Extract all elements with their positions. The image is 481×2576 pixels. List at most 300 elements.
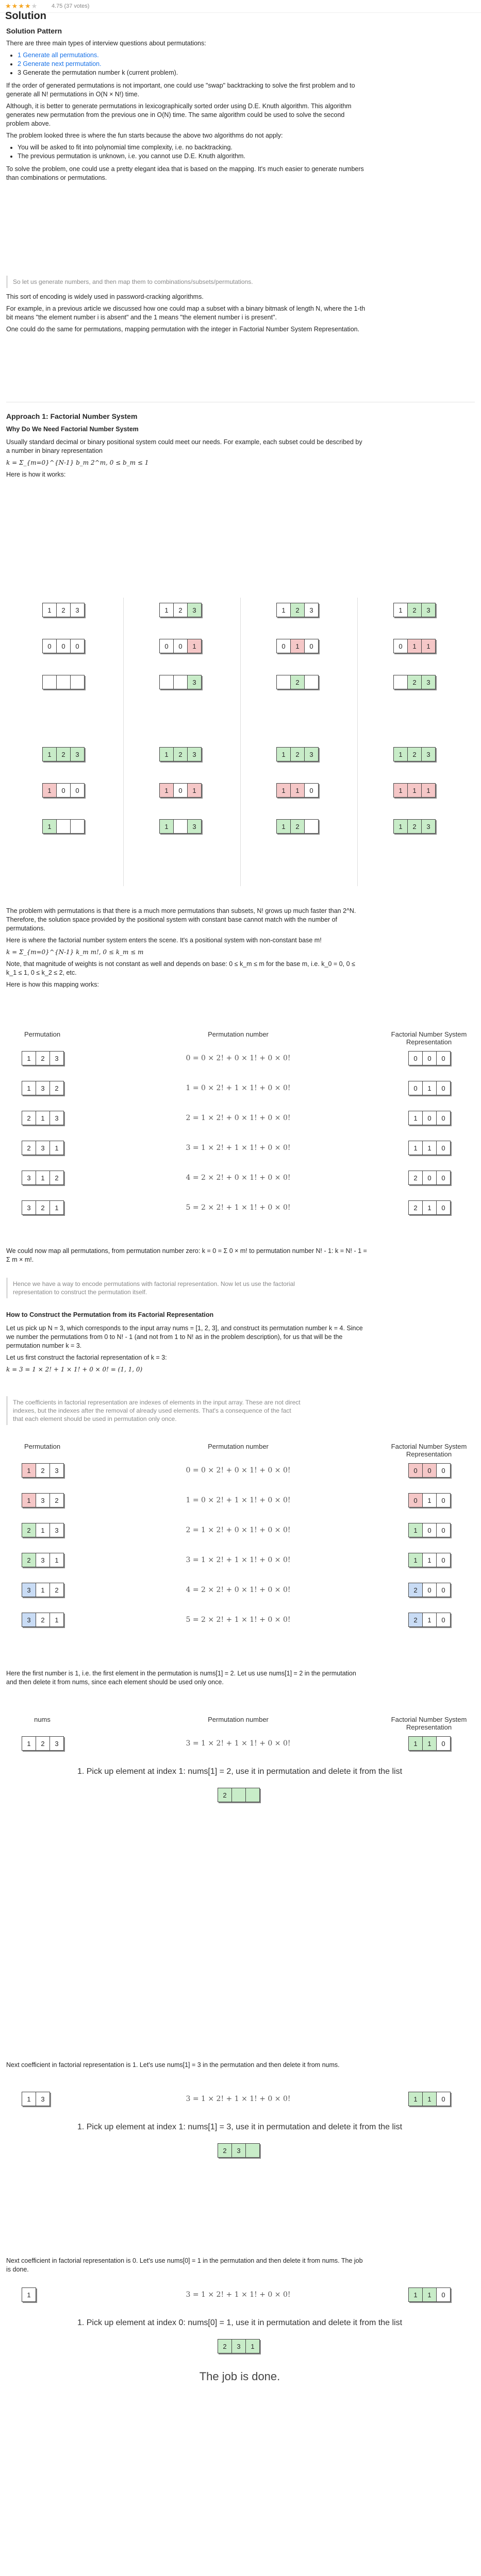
digit-box	[393, 819, 436, 834]
digit-cell: 0	[277, 639, 291, 653]
digit-box	[218, 1788, 260, 1802]
digit-cell: 1	[43, 820, 57, 833]
digit-cell: 2	[218, 1788, 232, 1802]
digit-cell: 3	[50, 1523, 63, 1537]
paragraph: We could now map all permutations, from permutation number zero: k = 0 = Σ 0 × m! to permutation number N! - 1: k = N! - 1 = Σ m × m!.	[6, 1247, 367, 1263]
digit-cell: 1	[22, 1081, 36, 1095]
digit-cell: 0	[409, 1464, 423, 1477]
digit-cell: 0	[423, 1111, 437, 1125]
digit-cell: 2	[409, 1583, 423, 1597]
digit-cell: 1	[423, 1141, 437, 1155]
subheading: How to Construct the Permutation from its Factorial Representation	[6, 1311, 214, 1318]
digit-cell: 3	[188, 603, 201, 617]
digit-cell: 0	[174, 784, 188, 797]
digit-box	[218, 2143, 260, 2158]
approach-text	[6, 438, 367, 482]
permutation-equation: 3 = 1 × 2! + 1 × 1! + 0 × 0!	[186, 1739, 291, 1748]
digit-cell: 1	[160, 820, 174, 833]
star-icon[interactable]: ★	[24, 2, 31, 10]
digit-cell: 1	[409, 1737, 423, 1750]
column-header: Permutation	[24, 1443, 61, 1450]
digit-cell: 0	[305, 784, 318, 797]
digit-cell: 1	[291, 639, 305, 653]
digit-cell	[71, 675, 84, 689]
digit-box	[22, 1081, 64, 1095]
digit-cell	[277, 675, 291, 689]
note-quote: Hence we have a way to encode permutations with factorial representation. Now let us use the factorial representation to construct the permutation itself.	[6, 1278, 307, 1298]
permutation-equation: 4 = 2 × 2! + 0 × 1! + 0 × 0!	[186, 1586, 291, 1594]
digit-cell: 1	[22, 1737, 36, 1750]
column-header: Permutation number	[208, 1716, 269, 1723]
digit-cell: 1	[22, 1464, 36, 1477]
digit-box	[276, 747, 319, 761]
column-header: Permutation number	[208, 1443, 269, 1450]
digit-cell: 1	[22, 1052, 36, 1065]
digit-box	[159, 603, 202, 617]
digit-cell: 0	[437, 1081, 450, 1095]
digit-cell: 1	[394, 748, 408, 761]
paragraph: To solve the problem, one could use a pretty elegant idea that is based on the mapping. It's much easier to generate numbers than combinations or permutations.	[6, 165, 364, 181]
digit-cell: 1	[50, 1553, 63, 1567]
grid-divider	[357, 598, 358, 886]
digit-box	[408, 1200, 451, 1215]
digit-cell: 3	[50, 1737, 63, 1750]
digit-cell: 3	[22, 1583, 36, 1597]
digit-cell: 0	[437, 1052, 450, 1065]
digit-cell: 0	[437, 2288, 450, 2301]
column-header: Factorial Number System Representation	[391, 1030, 467, 1046]
digit-cell: 2	[22, 1523, 36, 1537]
digit-cell: 1	[160, 784, 174, 797]
digit-cell: 1	[423, 1494, 437, 1507]
digit-cell: 1	[409, 1111, 423, 1125]
column-header: Permutation number	[208, 1030, 269, 1038]
digit-box	[159, 639, 202, 653]
grid-divider	[240, 598, 241, 886]
digit-cell: 3	[422, 820, 435, 833]
digit-box	[42, 603, 85, 617]
pattern-text	[6, 39, 367, 185]
rating-stars[interactable]	[5, 2, 38, 10]
star-icon[interactable]: ★	[5, 2, 12, 10]
digit-cell: 1	[409, 2288, 423, 2301]
digit-cell: 1	[36, 1583, 50, 1597]
column-header: Factorial Number System Representation	[391, 1716, 467, 1731]
digit-cell: 0	[409, 1052, 423, 1065]
digit-cell: 1	[291, 784, 305, 797]
paragraph: The problem looked three is where the fun starts because the above two algorithms do not apply:	[6, 132, 283, 139]
digit-cell: 1	[422, 639, 435, 653]
digit-box	[408, 1493, 451, 1507]
digit-cell: 1	[423, 1081, 437, 1095]
digit-cell: 1	[422, 784, 435, 797]
paragraph: Although, it is better to generate permutations in lexicographically sorted order using D.E. Knuth algorithm. This algorithm generates new permutation from the previous one in O(N) time. The same algorithm could be used to solve the second problem above.	[6, 103, 352, 127]
digit-cell: 2	[409, 1201, 423, 1214]
digit-cell: 2	[22, 1553, 36, 1567]
digit-box	[276, 639, 319, 653]
digit-cell: 1	[22, 2288, 36, 2301]
digit-cell: 1	[409, 1141, 423, 1155]
digit-cell: 1	[277, 603, 291, 617]
construction-step-2	[6, 2092, 475, 2246]
digit-cell: 2	[22, 1141, 36, 1155]
digit-cell: 3	[305, 603, 318, 617]
digit-cell: 1	[188, 784, 201, 797]
digit-cell: 1	[50, 1201, 63, 1214]
digit-cell: 3	[71, 748, 84, 761]
digit-box	[22, 1111, 64, 1125]
permutation-equation: 5 = 2 × 2! + 1 × 1! + 0 × 0!	[186, 1616, 291, 1624]
digit-box	[276, 819, 319, 834]
digit-cell: 2	[57, 748, 71, 761]
digit-cell: 2	[174, 748, 188, 761]
digit-cell: 1	[36, 1111, 50, 1125]
digit-cell: 3	[71, 603, 84, 617]
paragraph: Next coefficient in factorial representation is 0. Let's use nums[0] = 1 in the permutation and then delete it from nums. The job is done.	[6, 2257, 363, 2273]
digit-box	[22, 1613, 64, 1627]
digit-cell: 0	[437, 1737, 450, 1750]
digit-cell: 1	[277, 820, 291, 833]
digit-cell: 2	[218, 2144, 232, 2157]
digit-box	[42, 675, 85, 689]
digit-cell: 0	[423, 1583, 437, 1597]
digit-cell: 0	[394, 639, 408, 653]
digit-box	[393, 639, 436, 653]
digit-cell: 2	[174, 603, 188, 617]
digit-cell: 3	[36, 1141, 50, 1155]
digit-cell: 0	[423, 1523, 437, 1537]
digit-cell: 3	[188, 748, 201, 761]
list-item	[18, 60, 367, 69]
digit-box	[159, 783, 202, 798]
digit-cell: 3	[36, 1553, 50, 1567]
digit-cell: 0	[437, 2092, 450, 2106]
star-icon[interactable]: ★	[31, 2, 38, 10]
digit-cell: 3	[22, 1171, 36, 1184]
paragraph: Let us pick up N = 3, which corresponds to the input array nums = [1, 2, 3], and construct its permutation number k = 4. Since we number the permutations from 0 to N! - 1 (and not from 1 to N! as in the problem description), for us that will be the permutation number k = 3.	[6, 1325, 363, 1349]
digit-cell: 1	[22, 1494, 36, 1507]
star-icon[interactable]: ★	[18, 2, 25, 10]
digit-cell: 0	[437, 1553, 450, 1567]
digit-box	[42, 819, 85, 834]
permutation-equation: 2 = 1 × 2! + 0 × 1! + 0 × 0!	[186, 1114, 291, 1122]
digit-cell	[305, 820, 318, 833]
digit-box	[42, 747, 85, 761]
digit-cell: 2	[408, 748, 422, 761]
digit-cell: 1	[50, 1613, 63, 1626]
digit-cell: 2	[291, 820, 305, 833]
digit-box	[159, 819, 202, 834]
digit-cell: 3	[22, 1201, 36, 1214]
link[interactable]: 1 Generate all permutations.	[18, 52, 99, 59]
digit-cell	[160, 675, 174, 689]
digit-box	[408, 1081, 451, 1095]
permutation-equation: 0 = 0 × 2! + 0 × 1! + 0 × 0!	[186, 1466, 291, 1475]
digit-box	[22, 1523, 64, 1537]
digit-cell: 0	[437, 1613, 450, 1626]
digit-cell: 0	[437, 1523, 450, 1537]
digit-cell	[57, 820, 71, 833]
digit-box	[408, 1051, 451, 1065]
digit-cell	[246, 2144, 259, 2157]
link[interactable]: 2 Generate next permutation.	[18, 60, 102, 67]
paragraph: Here the first number is 1, i.e. the first element in the permutation is nums[1] = 2. Let us use nums[1] = 2 in the permutation and then delete it from nums, since each element should be used only once.	[6, 1670, 356, 1686]
approach-text-4	[6, 1324, 367, 1377]
digit-box	[393, 675, 436, 689]
digit-cell: 1	[423, 2288, 437, 2301]
permutation-equation: 3 = 1 × 2! + 1 × 1! + 0 × 0!	[186, 1144, 291, 1152]
note-quote: The coefficients in factorial representation are indexes of elements in the input array. These are not direct indexes, but the indexes after the removal of already used elements. That's a consequence of the fact that each element should be used in permutation only once.	[6, 1396, 307, 1425]
digit-cell: 1	[43, 748, 57, 761]
step-caption: 1. Pick up element at index 1: nums[1] = 3, use it in permutation and delete it from the list	[77, 2123, 403, 2131]
digit-box	[408, 2092, 451, 2106]
digit-box	[276, 783, 319, 798]
approach-text-3	[6, 1247, 367, 1267]
digit-cell: 3	[232, 2144, 246, 2157]
approach-text-5	[6, 1669, 367, 1690]
digit-cell: 0	[174, 639, 188, 653]
subset-grid	[6, 598, 475, 886]
digit-cell	[394, 675, 408, 689]
approach-title: Approach 1: Factorial Number System	[6, 412, 138, 420]
digit-box	[408, 1111, 451, 1125]
formula: k = Σ_{m=0}^{N-1} b_m 2^m, 0 ≤ b_m ≤ 1	[6, 459, 149, 466]
digit-box	[42, 639, 85, 653]
paragraph: Let us first construct the factorial representation of k = 3:	[6, 1354, 167, 1361]
digit-cell	[57, 675, 71, 689]
digit-box	[408, 1736, 451, 1751]
mapping-table-colored	[6, 1443, 475, 1649]
digit-cell: 1	[409, 1523, 423, 1537]
digit-cell: 2	[36, 1201, 50, 1214]
digit-cell: 1	[394, 603, 408, 617]
digit-cell: 0	[57, 639, 71, 653]
digit-cell: 0	[437, 1583, 450, 1597]
digit-cell: 1	[36, 1171, 50, 1184]
digit-cell: 0	[437, 1464, 450, 1477]
digit-box	[276, 603, 319, 617]
permutation-equation: 4 = 2 × 2! + 0 × 1! + 0 × 0!	[186, 1174, 291, 1182]
digit-cell: 3	[50, 1111, 63, 1125]
digit-cell: 0	[160, 639, 174, 653]
digit-cell: 1	[43, 784, 57, 797]
column-header: Factorial Number System Representation	[391, 1443, 467, 1458]
digit-cell	[174, 675, 188, 689]
digit-box	[408, 1463, 451, 1478]
note-quote: So let us generate numbers, and then map them to combinations/subsets/permutations.	[6, 276, 307, 288]
digit-cell: 1	[246, 2340, 259, 2353]
digit-cell: 2	[409, 1613, 423, 1626]
digit-cell: 1	[409, 1553, 423, 1567]
digit-cell: 3	[422, 748, 435, 761]
digit-cell	[43, 675, 57, 689]
digit-cell: 1	[43, 603, 57, 617]
digit-box	[159, 747, 202, 761]
column-header: nums	[34, 1716, 51, 1723]
digit-box	[276, 675, 319, 689]
digit-cell: 0	[437, 1141, 450, 1155]
digit-cell: 1	[277, 784, 291, 797]
paragraph: For example, in a previous article we discussed how one could map a subset with a binary bitmask of length N, where the 1-th bit means "the element number i is absent" and the 1 means "the element number i is present".	[6, 305, 366, 321]
paragraph: Next coefficient in factorial representation is 1. Let's use nums[1] = 3 in the permutation and then delete it from nums.	[6, 2061, 340, 2069]
digit-box	[22, 2287, 36, 2302]
digit-box	[408, 1613, 451, 1627]
list-item: • 3 Generate the permutation number k (current problem).	[18, 69, 367, 77]
digit-cell: 2	[409, 1171, 423, 1184]
digit-box	[408, 1523, 451, 1537]
digit-cell: 1	[409, 2092, 423, 2106]
list-item: • You will be asked to fit into polynomial time complexity, i.e. no backtracking.	[18, 143, 367, 152]
formula: k = Σ_{m=0}^{N-1} k_m m!, 0 ≤ k_m ≤ m	[6, 948, 144, 956]
digit-cell: 2	[22, 1111, 36, 1125]
digit-cell: 3	[50, 1464, 63, 1477]
digit-cell: 0	[71, 639, 84, 653]
digit-cell: 2	[36, 1464, 50, 1477]
rating-text: 4.75 (37 votes)	[52, 3, 90, 9]
digit-cell	[232, 1788, 246, 1802]
paragraph: Usually standard decimal or binary positional system could meet our needs. For example, each subset could be described by a number in binary representation	[6, 438, 362, 454]
step-caption: 1. Pick up element at index 1: nums[1] = 2, use it in permutation and delete it from the list	[77, 1767, 403, 1776]
digit-cell: 1	[423, 2092, 437, 2106]
digit-box	[393, 747, 436, 761]
approach-text-6	[6, 2061, 367, 2073]
digit-cell: 1	[188, 639, 201, 653]
star-icon[interactable]: ★	[11, 2, 19, 10]
digit-cell: 2	[36, 1737, 50, 1750]
digit-cell: 1	[160, 603, 174, 617]
done-caption: The job is done.	[199, 2370, 280, 2383]
construction-steps	[6, 1716, 475, 2045]
permutation-equation: 1 = 0 × 2! + 1 × 1! + 0 × 0!	[186, 1496, 291, 1504]
digit-cell: 0	[57, 784, 71, 797]
digit-cell: 2	[408, 820, 422, 833]
digit-cell: 2	[36, 1052, 50, 1065]
page-title: Solution	[5, 10, 46, 22]
section-heading: Solution Pattern	[6, 27, 62, 35]
list-item: • The previous permutation is unknown, i.e. you cannot use D.E. Knuth algorithm.	[18, 152, 367, 161]
digit-cell: 1	[160, 748, 174, 761]
digit-cell: 1	[423, 1201, 437, 1214]
digit-cell: 3	[36, 2092, 49, 2106]
paragraph: One could do the same for permutations, mapping permutation with the integer in Factorial Number System Representation.	[6, 326, 360, 333]
paragraph: Here is how this mapping works:	[6, 981, 99, 988]
digit-cell: 0	[437, 1201, 450, 1214]
digit-box	[22, 2092, 50, 2106]
digit-cell: 1	[394, 784, 408, 797]
digit-cell: 0	[305, 639, 318, 653]
digit-box	[408, 1171, 451, 1185]
digit-cell: 0	[409, 1494, 423, 1507]
digit-cell: 2	[291, 675, 305, 689]
digit-cell: 2	[50, 1081, 63, 1095]
paragraph: Here is how it works:	[6, 471, 66, 478]
digit-cell: 2	[50, 1171, 63, 1184]
digit-cell: 3	[50, 1052, 63, 1065]
digit-cell: 3	[422, 675, 435, 689]
digit-cell: 0	[423, 1171, 437, 1184]
digit-cell: 0	[437, 1494, 450, 1507]
step-caption: 1. Pick up element at index 0: nums[0] = 1, use it in permutation and delete it from the list	[77, 2318, 403, 2327]
digit-cell: 2	[36, 1613, 50, 1626]
construction-step-3	[6, 2287, 475, 2504]
digit-cell: 1	[36, 1523, 50, 1537]
digit-box	[42, 783, 85, 798]
paragraph: This sort of encoding is widely used in password-cracking algorithms.	[6, 293, 204, 300]
subheading: Why Do We Need Factorial Number System	[6, 426, 139, 433]
digit-cell: 2	[50, 1583, 63, 1597]
digit-box	[218, 2339, 260, 2353]
digit-box	[22, 1736, 64, 1751]
digit-box	[22, 1200, 64, 1215]
digit-cell: 2	[408, 675, 422, 689]
permutation-equation: 3 = 1 × 2! + 1 × 1! + 0 × 0!	[186, 1556, 291, 1564]
digit-cell: 2	[291, 603, 305, 617]
digit-cell: 0	[437, 1171, 450, 1184]
digit-cell: 0	[71, 784, 84, 797]
digit-cell: 1	[423, 1737, 437, 1750]
digit-cell: 0	[423, 1052, 437, 1065]
digit-cell	[246, 1788, 259, 1802]
digit-cell: 1	[22, 2092, 36, 2106]
permutation-equation: 0 = 0 × 2! + 0 × 1! + 0 × 0!	[186, 1054, 291, 1062]
paragraph: If the order of generated permutations is not important, one could use "swap" backtracking to solve the first problem and to generate all N! permutations in O(N × N!) time.	[6, 82, 355, 98]
digit-box	[22, 1051, 64, 1065]
rating-bar	[0, 0, 481, 13]
digit-box	[22, 1141, 64, 1155]
grid-divider	[123, 598, 124, 886]
digit-cell: 3	[36, 1081, 50, 1095]
permutation-equation: 2 = 1 × 2! + 0 × 1! + 0 × 0!	[186, 1526, 291, 1534]
formula: k = 3 = 1 × 2! + 1 × 1! + 0 × 0! = (1, 1, 0)	[6, 1366, 143, 1373]
digit-box	[159, 675, 202, 689]
digit-cell: 2	[291, 748, 305, 761]
digit-cell: 3	[188, 675, 201, 689]
digit-box	[22, 1493, 64, 1507]
digit-box	[22, 1463, 64, 1478]
digit-cell: 1	[423, 1613, 437, 1626]
digit-box	[22, 1583, 64, 1597]
approach-text-7	[6, 2257, 367, 2277]
digit-cell: 1	[408, 639, 422, 653]
digit-cell: 1	[408, 784, 422, 797]
digit-box	[408, 2287, 451, 2302]
paragraph: There are three main types of interview questions about permutations:	[6, 40, 206, 47]
digit-cell: 3	[232, 2340, 246, 2353]
pattern-text-2	[6, 293, 367, 337]
digit-cell: 1	[50, 1141, 63, 1155]
digit-cell: 3	[36, 1494, 50, 1507]
digit-cell: 2	[57, 603, 71, 617]
paragraph: Here is where the factorial number system enters the scene. It's a positional system with non-constant base m!	[6, 937, 322, 944]
digit-cell: 0	[437, 1111, 450, 1125]
digit-cell: 1	[394, 820, 408, 833]
approach-text-2	[6, 907, 367, 992]
permutation-equation: 1 = 0 × 2! + 1 × 1! + 0 × 0!	[186, 1084, 291, 1092]
digit-box	[408, 1583, 451, 1597]
permutation-equation: 3 = 1 × 2! + 1 × 1! + 0 × 0!	[186, 2291, 291, 2299]
digit-cell: 0	[43, 639, 57, 653]
digit-box	[22, 1553, 64, 1567]
digit-box	[408, 1141, 451, 1155]
paragraph: Note, that magnitude of weights is not constant as well and depends on base: 0 ≤ k_m ≤ m for the base m, i.e. k_0 = 0, 0 ≤ k_1 ≤ 1, 0 ≤ k_2 ≤ 2, etc.	[6, 960, 355, 976]
digit-cell: 2	[218, 2340, 232, 2353]
digit-cell: 3	[422, 603, 435, 617]
mapping-table	[6, 1030, 475, 1236]
digit-box	[22, 1171, 64, 1185]
permutation-equation: 3 = 1 × 2! + 1 × 1! + 0 × 0!	[186, 2095, 291, 2103]
digit-box	[393, 783, 436, 798]
digit-cell: 2	[408, 603, 422, 617]
